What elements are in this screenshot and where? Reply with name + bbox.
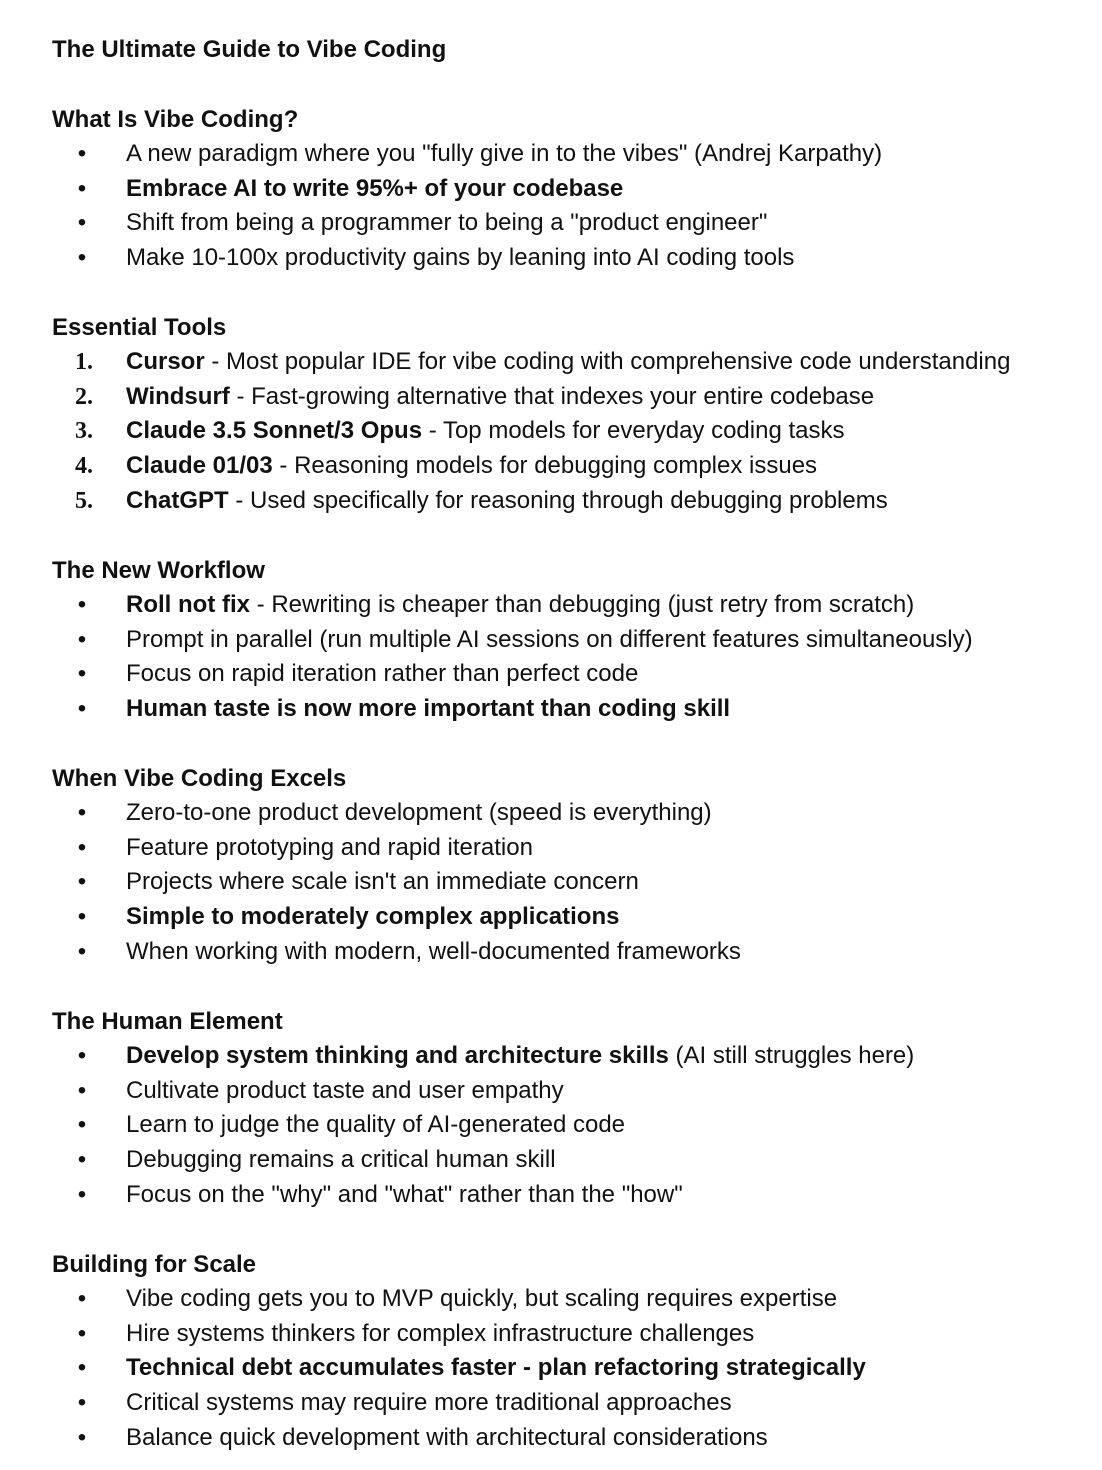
list-item-bold-text: Human taste is now more important than coding skill bbox=[126, 695, 731, 723]
list-item-regular-text: - Used specifically for reasoning through debugging problems bbox=[228, 486, 888, 514]
list-item-regular-text: Vibe coding gets you to MVP quickly, but scaling requires expertise bbox=[126, 1285, 838, 1312]
list-item bbox=[0, 831, 1102, 866]
list-item-regular-text: Cultivate product taste and user empathy bbox=[126, 1076, 564, 1104]
list-item-regular-text: Focus on the "why" and "what" rather than the "how" bbox=[126, 1180, 683, 1208]
bullet-marker: • bbox=[77, 833, 87, 861]
list-item bbox=[0, 172, 1102, 207]
list-item bbox=[0, 484, 1102, 519]
list-item-text bbox=[126, 935, 741, 970]
list-item bbox=[0, 692, 1102, 727]
list-item-text bbox=[126, 865, 639, 900]
list-item bbox=[0, 588, 1102, 623]
list-item-bold-text: ChatGPT bbox=[126, 486, 229, 514]
list-item-text bbox=[126, 449, 817, 484]
list-number: 4. bbox=[75, 453, 93, 480]
list-item-text bbox=[126, 380, 874, 415]
list-item bbox=[0, 1317, 1102, 1352]
section-heading-human-element: The Human Element bbox=[52, 1008, 283, 1035]
bullet-marker: • bbox=[77, 1389, 87, 1417]
list-item bbox=[0, 345, 1102, 380]
list-item bbox=[0, 935, 1102, 970]
list-item-regular-text: - Reasoning models for debugging complex issues bbox=[272, 452, 818, 480]
bullet-marker: • bbox=[77, 1042, 87, 1069]
list-item bbox=[0, 1178, 1102, 1213]
list-item bbox=[0, 1039, 1102, 1074]
list-item-text bbox=[126, 137, 882, 172]
bullet-marker: • bbox=[77, 209, 87, 237]
list-item-bold-text: Claude 3.5 Sonnet/3 Opus bbox=[126, 417, 423, 445]
list-item-regular-text: - Most popular IDE for vibe coding with comprehensive code understanding bbox=[204, 348, 1011, 375]
list-item-text bbox=[126, 1317, 754, 1352]
list-item bbox=[0, 1351, 1102, 1386]
bullet-marker: • bbox=[77, 1180, 87, 1208]
section-heading-building-for-scale: Building for Scale bbox=[52, 1251, 257, 1278]
list-item-text bbox=[126, 1108, 625, 1143]
list-item-regular-text: Critical systems may require more traditional approaches bbox=[126, 1389, 732, 1417]
bullet-marker: • bbox=[77, 868, 87, 896]
list-item-regular-text: When working with modern, well-documented frameworks bbox=[126, 937, 741, 965]
list-item-text bbox=[126, 484, 888, 519]
list-item bbox=[0, 449, 1102, 484]
bullet-marker: • bbox=[77, 660, 87, 688]
list-item-regular-text: Shift from being a programmer to being a "product engineer" bbox=[126, 209, 768, 237]
list-item-text bbox=[126, 1074, 564, 1109]
list-item-regular-text: Projects where scale isn't an immediate concern bbox=[126, 868, 639, 896]
list-number: 5. bbox=[75, 487, 93, 514]
list-item bbox=[0, 1282, 1102, 1317]
section-heading-new-workflow: The New Workflow bbox=[52, 557, 265, 584]
list-item-text bbox=[126, 1282, 837, 1317]
bullet-marker: • bbox=[77, 1146, 87, 1174]
list-item-bold-text: Windsurf bbox=[126, 382, 230, 410]
list-item-text bbox=[126, 588, 914, 623]
list-item-regular-text: Debugging remains a critical human skill bbox=[126, 1146, 556, 1174]
list-item-bold-text: Technical debt accumulates faster - plan refactoring strategically bbox=[126, 1354, 866, 1382]
list-item-text bbox=[126, 831, 533, 866]
list-item bbox=[0, 1074, 1102, 1109]
list-item-text bbox=[126, 1386, 732, 1421]
list-item-text bbox=[126, 414, 845, 449]
list-item bbox=[0, 796, 1102, 831]
list-item-regular-text: Prompt in parallel (run multiple AI sessions on different features simultaneously) bbox=[126, 625, 973, 653]
list-item-text bbox=[126, 1039, 914, 1074]
list-item bbox=[0, 414, 1102, 449]
list-item-text bbox=[126, 1351, 866, 1386]
list-item-text bbox=[126, 1143, 556, 1178]
bullet-marker: • bbox=[77, 140, 87, 167]
list-item-bold-text: Roll not fix bbox=[126, 591, 250, 618]
list-item bbox=[0, 1386, 1102, 1421]
list-item bbox=[0, 657, 1102, 692]
list-item-text bbox=[126, 692, 730, 727]
list-item-text bbox=[126, 900, 619, 935]
list-item-text bbox=[126, 1421, 768, 1456]
list-item-regular-text: - Top models for everyday coding tasks bbox=[422, 417, 845, 445]
list-item-regular-text: Balance quick development with architectural considerations bbox=[126, 1423, 768, 1451]
list-item bbox=[0, 241, 1102, 276]
list-item-bold-text: Develop system thinking and architecture skills bbox=[126, 1042, 669, 1069]
list-item bbox=[0, 1421, 1102, 1456]
list-item-text bbox=[126, 345, 1010, 380]
list-item-regular-text: Zero-to-one product development (speed is everything) bbox=[126, 799, 712, 826]
bullet-marker: • bbox=[77, 1319, 87, 1347]
bullet-marker: • bbox=[77, 591, 87, 618]
list-item bbox=[0, 137, 1102, 172]
bullet-marker: • bbox=[77, 937, 87, 965]
list-item-regular-text: Learn to judge the quality of AI-generated code bbox=[126, 1111, 626, 1139]
section-heading-essential-tools: Essential Tools bbox=[52, 314, 227, 341]
list-item-regular-text: (AI still struggles here) bbox=[668, 1042, 915, 1069]
bullet-marker: • bbox=[77, 695, 87, 723]
list-item-text bbox=[126, 796, 712, 831]
bullet-marker: • bbox=[77, 903, 87, 931]
list-item-bold-text: Cursor bbox=[126, 348, 205, 375]
bullet-marker: • bbox=[77, 625, 87, 653]
list-item bbox=[0, 1143, 1102, 1178]
list-item-bold-text: Embrace AI to write 95%+ of your codebase bbox=[126, 174, 624, 202]
list-item-regular-text: - Rewriting is cheaper than debugging (just retry from scratch) bbox=[249, 591, 915, 618]
list-item-text bbox=[126, 623, 973, 658]
list-item bbox=[0, 900, 1102, 935]
list-item-bold-text: Simple to moderately complex applications bbox=[126, 903, 620, 931]
list-item bbox=[0, 380, 1102, 415]
list-item-regular-text: Hire systems thinkers for complex infrastructure challenges bbox=[126, 1319, 755, 1347]
list-item-regular-text: A new paradigm where you "fully give in to the vibes" (Andrej Karpathy) bbox=[126, 140, 883, 167]
section-heading-what-is-vibe-coding: What Is Vibe Coding? bbox=[52, 106, 299, 133]
document-title: The Ultimate Guide to Vibe Coding bbox=[52, 36, 447, 63]
list-item-regular-text: Focus on rapid iteration rather than perfect code bbox=[126, 660, 639, 688]
section-heading-when-vibe-coding-excels: When Vibe Coding Excels bbox=[52, 765, 347, 792]
bullet-marker: • bbox=[77, 799, 87, 826]
list-item bbox=[0, 206, 1102, 241]
list-item-bold-text: Claude 01/03 bbox=[126, 452, 273, 480]
list-item bbox=[0, 1108, 1102, 1143]
bullet-marker: • bbox=[77, 174, 87, 202]
bullet-marker: • bbox=[77, 1423, 87, 1451]
list-item bbox=[0, 865, 1102, 900]
list-item-text bbox=[126, 241, 794, 276]
list-item-regular-text: Feature prototyping and rapid iteration bbox=[126, 833, 533, 861]
bullet-marker: • bbox=[77, 1111, 87, 1139]
bullet-marker: • bbox=[77, 244, 87, 272]
list-item-text bbox=[126, 206, 767, 241]
list-item-regular-text: Make 10-100x productivity gains by leaning into AI coding tools bbox=[126, 244, 795, 272]
list-item-text bbox=[126, 172, 623, 207]
list-number: 1. bbox=[75, 349, 93, 375]
bullet-marker: • bbox=[77, 1354, 87, 1382]
bullet-marker: • bbox=[77, 1076, 87, 1104]
list-number: 3. bbox=[75, 418, 93, 445]
list-item-text bbox=[126, 657, 638, 692]
list-item-text bbox=[126, 1178, 683, 1213]
list-item-regular-text: - Fast-growing alternative that indexes your entire codebase bbox=[229, 382, 875, 410]
list-item bbox=[0, 623, 1102, 658]
list-number: 2. bbox=[75, 383, 93, 410]
bullet-marker: • bbox=[77, 1285, 87, 1312]
